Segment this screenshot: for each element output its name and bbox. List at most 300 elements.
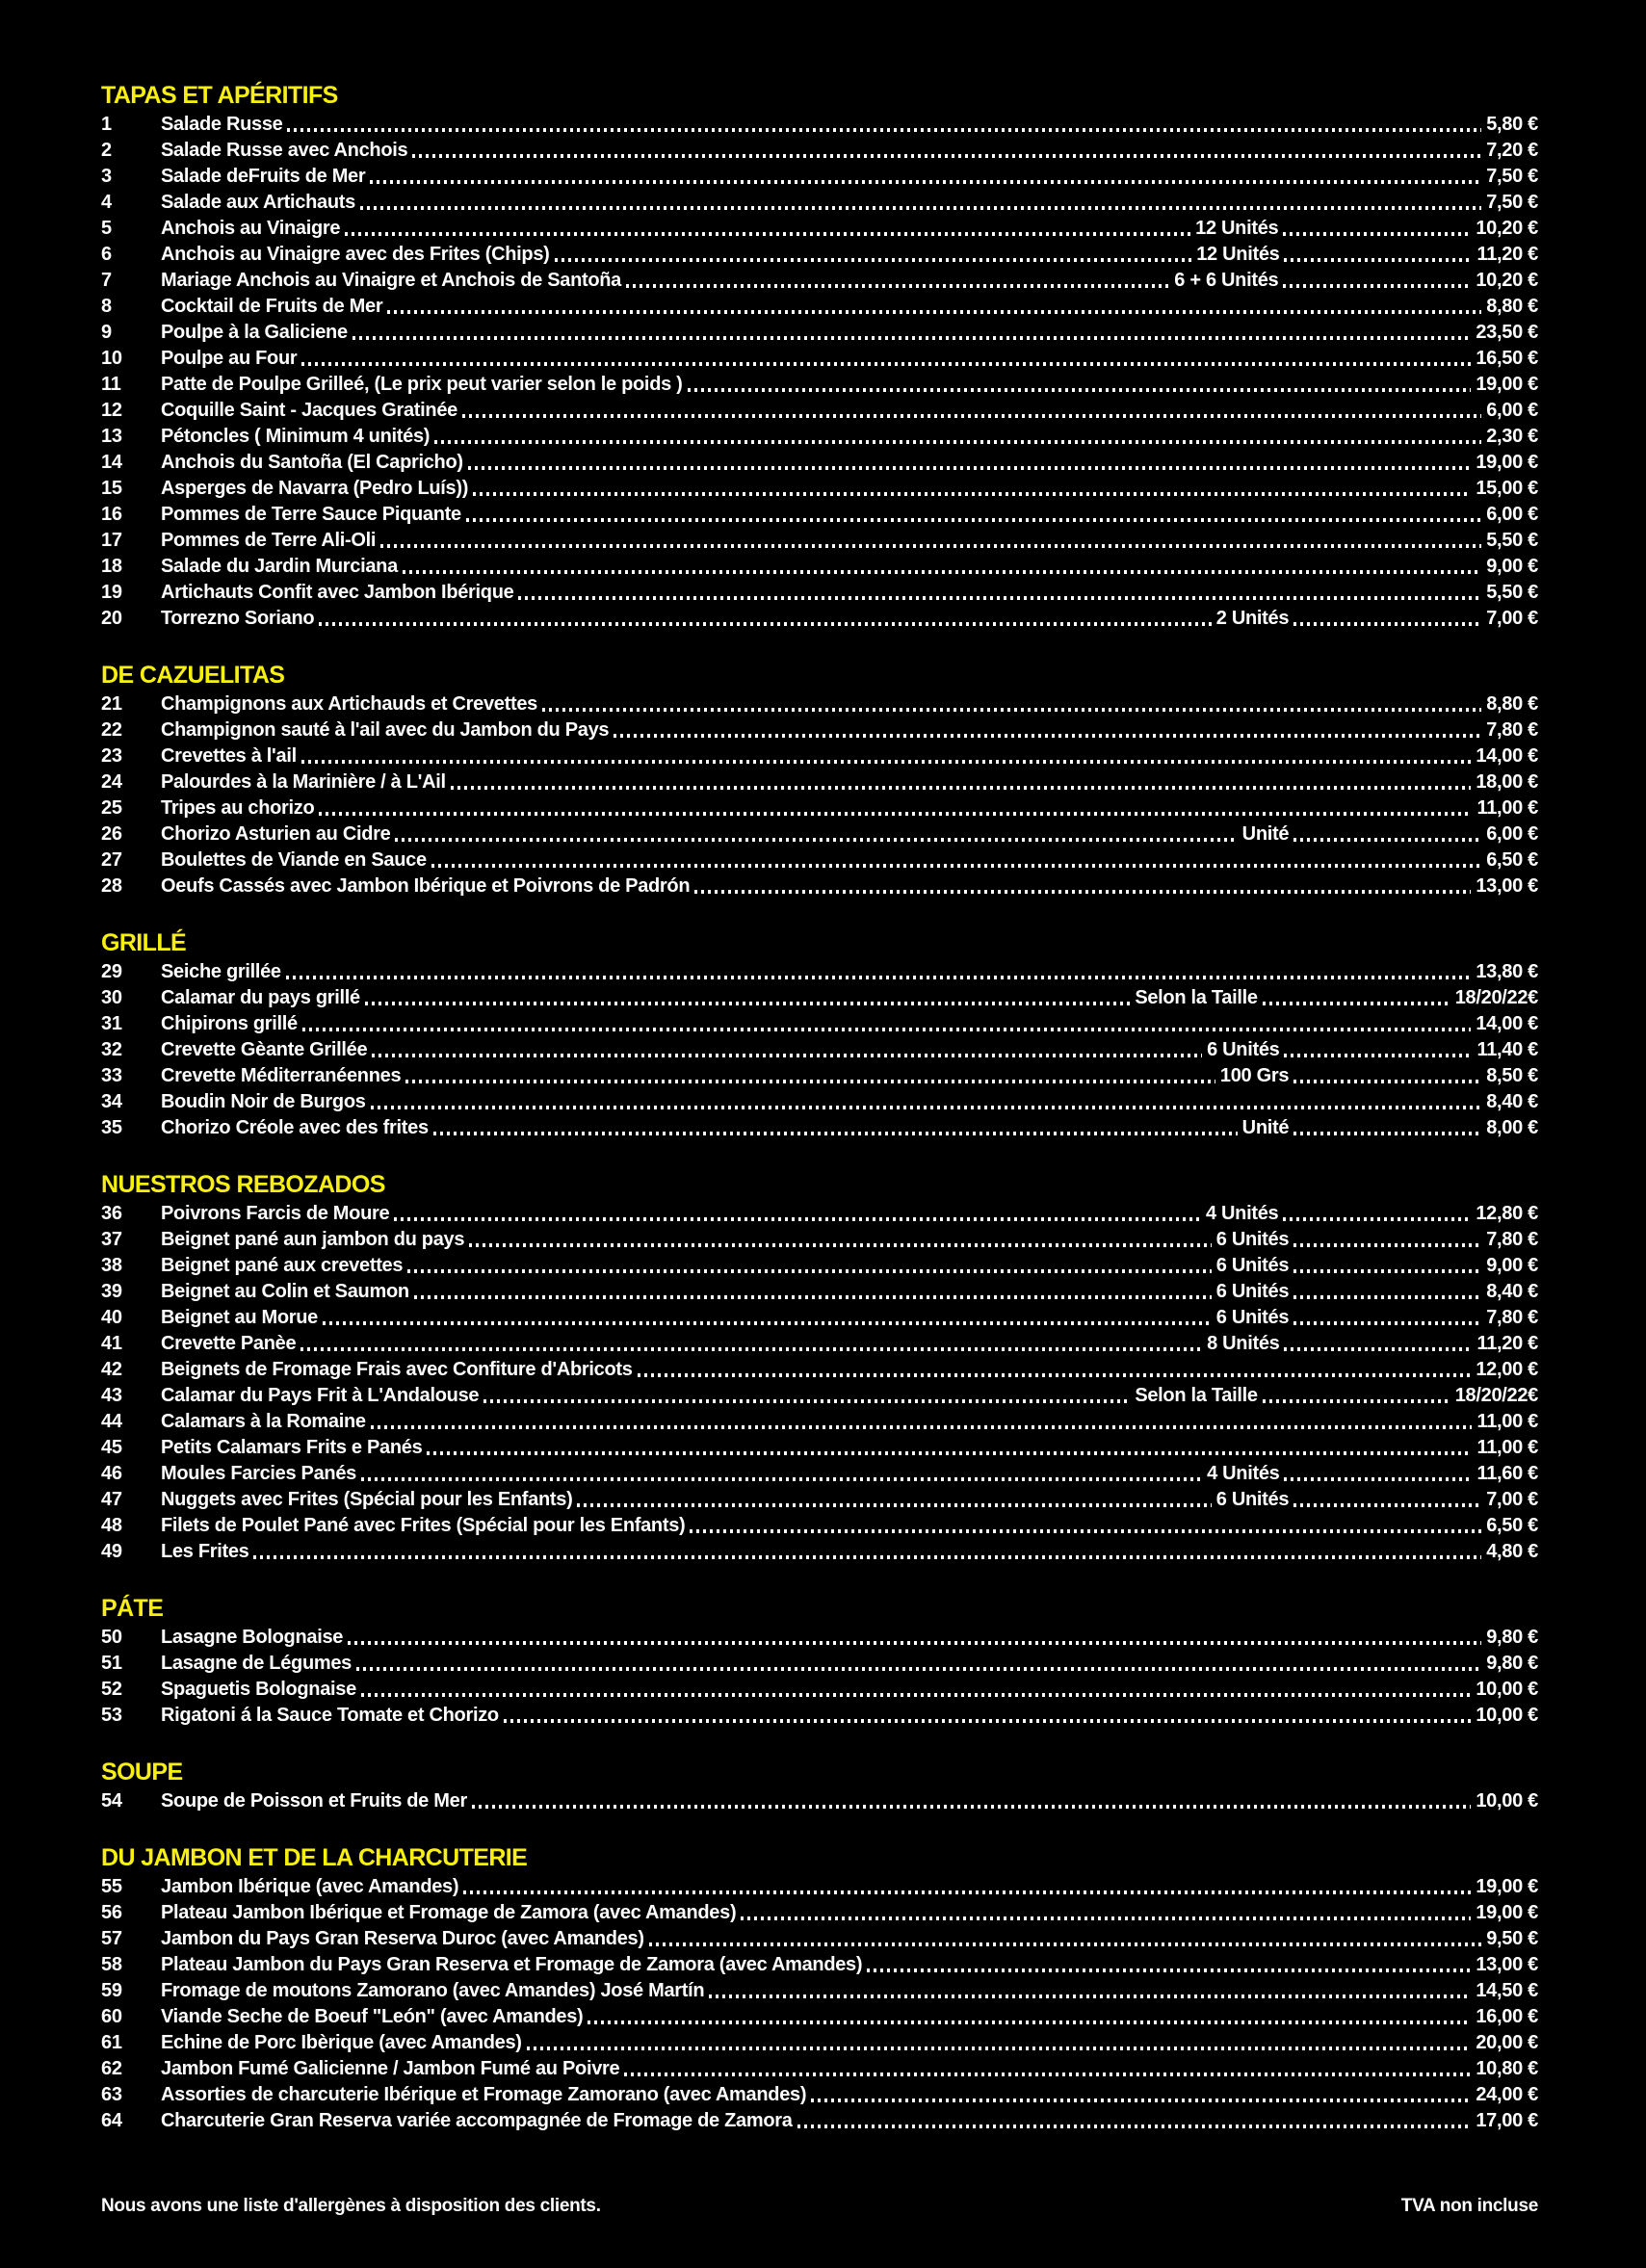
- menu-row: [101, 769, 1538, 795]
- dotted-leader: [518, 596, 1481, 600]
- item-unit: 100 Grs: [1219, 1065, 1290, 1086]
- item-name: Crevette Gèante Grillée: [161, 1039, 368, 1060]
- item-price: 5,80 €: [1486, 114, 1538, 135]
- item-name: Crevette Panèe: [161, 1333, 297, 1354]
- item-price: 16,50 €: [1476, 348, 1538, 369]
- dotted-leader: [741, 1916, 1471, 1920]
- item-number: 24: [101, 771, 122, 793]
- dotted-leader: [638, 1373, 1472, 1377]
- item-name: Poulpe à la Galiciene: [161, 322, 348, 343]
- item-name: Filets de Poulet Pané avec Frites (Spécial pour les Enfants): [161, 1515, 686, 1536]
- item-price: 23,50 €: [1476, 322, 1538, 343]
- menu-row: [101, 1788, 1538, 1814]
- item-unit: 6 + 6 Unités: [1174, 270, 1279, 291]
- item-price: 6,00 €: [1486, 504, 1538, 525]
- dotted-leader: [690, 1529, 1481, 1533]
- menu-sections: [101, 83, 1538, 2134]
- item-name: Tripes au chorizo: [161, 797, 315, 819]
- item-name: Torrezno Soriano: [161, 608, 315, 629]
- item-name: Poivrons Farcis de Moure: [161, 1203, 390, 1224]
- menu-row: [101, 138, 1538, 164]
- item-name: Les Frites: [161, 1541, 249, 1562]
- item-price: 10,00 €: [1476, 1790, 1538, 1812]
- item-name: Beignet pané aun jambon du pays: [161, 1229, 465, 1250]
- dotted-leader: [319, 622, 1211, 626]
- dotted-leader: [434, 440, 1481, 444]
- dotted-leader: [709, 1994, 1471, 1998]
- dotted-leader: [302, 1028, 1471, 1031]
- item-number: 50: [101, 1627, 122, 1648]
- section-title: TAPAS ET APÉRITIFS: [101, 82, 338, 109]
- item-number: 15: [101, 478, 122, 499]
- item-number: 44: [101, 1411, 122, 1432]
- item-price: 8,40 €: [1486, 1091, 1538, 1112]
- item-price: 14,00 €: [1476, 745, 1538, 767]
- item-price: 9,80 €: [1486, 1627, 1538, 1648]
- menu-row: [101, 268, 1538, 294]
- item-price: 14,00 €: [1476, 1013, 1538, 1034]
- item-name: Oeufs Cassés avec Jambon Ibérique et Poivrons de Padrón: [161, 875, 691, 897]
- menu-section: [101, 1596, 1538, 1729]
- item-price: 24,00 €: [1476, 2084, 1538, 2105]
- dotted-leader: [811, 2099, 1471, 2102]
- item-price: 19,00 €: [1476, 452, 1538, 473]
- menu-row: [101, 1331, 1538, 1357]
- dotted-leader: [323, 1321, 1212, 1325]
- menu-section: [101, 1760, 1538, 1814]
- dotted-leader: [626, 284, 1169, 288]
- item-number: 4: [101, 192, 112, 213]
- item-name: Calamar du Pays Frit à L'Andalouse: [161, 1385, 480, 1406]
- menu-row: [101, 1409, 1538, 1435]
- dotted-leader: [372, 1054, 1202, 1057]
- dotted-leader: [405, 1080, 1215, 1083]
- item-price: 6,50 €: [1486, 1515, 1538, 1536]
- item-price: 10,80 €: [1476, 2058, 1538, 2079]
- item-name: Lasagne de Légumes: [161, 1653, 352, 1674]
- dotted-leader: [361, 1477, 1202, 1481]
- item-price: 16,00 €: [1476, 2006, 1538, 2027]
- item-number: 32: [101, 1039, 122, 1060]
- item-price: 8,40 €: [1486, 1281, 1538, 1302]
- item-unit: Unité: [1241, 823, 1290, 845]
- item-number: 52: [101, 1679, 122, 1700]
- item-name: Nuggets avec Frites (Spécial pour les Enfants): [161, 1489, 573, 1510]
- dotted-leader: [1284, 258, 1472, 262]
- item-price: 11,20 €: [1476, 244, 1538, 265]
- item-number: 21: [101, 693, 122, 715]
- item-number: 1: [101, 114, 112, 135]
- item-number: 54: [101, 1790, 122, 1812]
- section-title: SOUPE: [101, 1759, 183, 1786]
- dotted-leader: [414, 1295, 1212, 1299]
- dotted-leader: [353, 336, 1472, 340]
- item-unit: 12 Unités: [1196, 244, 1280, 265]
- menu-row: [101, 873, 1538, 899]
- item-unit: 4 Unités: [1207, 1463, 1280, 1484]
- item-price: 13,80 €: [1476, 961, 1538, 982]
- item-unit: Unité: [1241, 1117, 1290, 1138]
- item-name: Chorizo Asturien au Cidre: [161, 823, 391, 845]
- item-name: Salade du Jardin Murciana: [161, 556, 398, 577]
- menu-row: [101, 320, 1538, 346]
- menu-row: [101, 2108, 1538, 2134]
- item-name: Pommes de Terre Ali-Oli: [161, 530, 377, 551]
- item-name: Assorties de charcuterie Ibérique et Fromage Zamorano (avec Amandes): [161, 2084, 807, 2105]
- dotted-leader: [356, 1667, 1481, 1671]
- dotted-leader: [403, 570, 1481, 574]
- item-name: Beignet au Morue: [161, 1307, 318, 1328]
- menu-row: [101, 1952, 1538, 1978]
- dotted-leader: [797, 2125, 1472, 2128]
- menu-row: [101, 985, 1538, 1011]
- menu-row: [101, 1383, 1538, 1409]
- item-number: 22: [101, 719, 122, 741]
- item-number: 43: [101, 1385, 122, 1406]
- item-name: Jambon Fumé Galicienne / Jambon Fumé au Poivre: [161, 2058, 620, 2079]
- menu-row: [101, 1305, 1538, 1331]
- item-name: Artichauts Confit avec Jambon Ibérique: [161, 582, 514, 603]
- item-unit: 6 Unités: [1215, 1281, 1290, 1302]
- item-name: Salade Russe: [161, 114, 283, 135]
- item-name: Fromage de moutons Zamorano (avec Amandes) José Martín: [161, 1980, 705, 2001]
- item-price: 19,00 €: [1476, 374, 1538, 395]
- menu-row: [101, 1625, 1538, 1651]
- item-price: 4,80 €: [1486, 1541, 1538, 1562]
- dotted-leader: [649, 1942, 1481, 1946]
- dotted-leader: [319, 812, 1472, 816]
- dotted-leader: [395, 838, 1237, 842]
- dotted-leader: [1293, 1295, 1481, 1299]
- item-name: Coquille Saint - Jacques Gratinée: [161, 400, 457, 421]
- item-name: Viande Seche de Boeuf "León" (avec Amandes): [161, 2006, 584, 2027]
- menu-row: [101, 294, 1538, 320]
- item-price: 7,50 €: [1486, 166, 1538, 187]
- menu-row: [101, 1279, 1538, 1305]
- item-number: 8: [101, 296, 112, 317]
- item-name: Boudin Noir de Burgos: [161, 1091, 366, 1112]
- menu-row: [101, 1201, 1538, 1227]
- menu-row: [101, 717, 1538, 743]
- dotted-leader: [1293, 1321, 1481, 1325]
- dotted-leader: [387, 310, 1481, 314]
- item-number: 60: [101, 2006, 122, 2027]
- item-number: 28: [101, 875, 122, 897]
- item-name: Jambon Ibérique (avec Amandes): [161, 1876, 459, 1897]
- section-title: DU JAMBON ET DE LA CHARCUTERIE: [101, 1844, 528, 1871]
- dotted-leader: [300, 1347, 1202, 1351]
- menu-section: [101, 663, 1538, 899]
- menu-row: [101, 502, 1538, 528]
- item-name: Beignets de Fromage Frais avec Confiture d'Abricots: [161, 1359, 633, 1380]
- item-number: 34: [101, 1091, 122, 1112]
- item-name: Charcuterie Gran Reserva variée accompagnée de Fromage de Zamora: [161, 2110, 793, 2131]
- menu-row: [101, 554, 1538, 580]
- dotted-leader: [1263, 1002, 1450, 1005]
- item-number: 61: [101, 2032, 122, 2053]
- item-price: 13,00 €: [1476, 1954, 1538, 1975]
- item-number: 11: [101, 374, 121, 395]
- menu-row: [101, 112, 1538, 138]
- menu-row: [101, 743, 1538, 769]
- menu-row: [101, 1253, 1538, 1279]
- item-number: 56: [101, 1902, 122, 1923]
- allergen-note: Nous avons une liste d'allergènes à disposition des clients.: [101, 2196, 601, 2216]
- item-price: 12,80 €: [1476, 1203, 1538, 1224]
- menu-row: [101, 398, 1538, 424]
- dotted-leader: [301, 760, 1472, 764]
- item-number: 16: [101, 504, 122, 525]
- menu-row: [101, 1089, 1538, 1115]
- menu-section: [101, 1172, 1538, 1565]
- item-name: Anchois au Vinaigre: [161, 218, 341, 239]
- menu-row: [101, 959, 1538, 985]
- dotted-leader: [360, 206, 1481, 210]
- dotted-leader: [469, 1243, 1212, 1247]
- menu-row: [101, 2004, 1538, 2030]
- item-price: 10,00 €: [1476, 1679, 1538, 1700]
- item-unit: 2 Unités: [1215, 608, 1290, 629]
- dotted-leader: [287, 128, 1481, 132]
- dotted-leader: [624, 2072, 1471, 2076]
- item-price: 18,00 €: [1476, 771, 1538, 793]
- item-price: 9,80 €: [1486, 1653, 1538, 1674]
- menu-row: [101, 346, 1538, 372]
- menu-row: [101, 1227, 1538, 1253]
- dotted-leader: [527, 2046, 1472, 2050]
- item-unit: 6 Unités: [1215, 1255, 1290, 1276]
- item-number: 39: [101, 1281, 122, 1302]
- item-price: 6,00 €: [1486, 400, 1538, 421]
- item-price: 19,00 €: [1476, 1876, 1538, 1897]
- item-number: 26: [101, 823, 122, 845]
- dotted-leader: [694, 890, 1471, 894]
- item-name: Pommes de Terre Sauce Piquante: [161, 504, 461, 525]
- dotted-leader: [286, 976, 1472, 979]
- item-name: Salade deFruits de Mer: [161, 166, 366, 187]
- menu-row: [101, 1357, 1538, 1383]
- dotted-leader: [462, 414, 1481, 418]
- item-name: Seiche grillée: [161, 961, 281, 982]
- dotted-leader: [1293, 1080, 1481, 1083]
- menu-row: [101, 821, 1538, 847]
- menu-page: [101, 83, 1538, 2217]
- dotted-leader: [1293, 838, 1481, 842]
- item-price: 8,80 €: [1486, 693, 1538, 715]
- item-number: 53: [101, 1705, 122, 1726]
- item-number: 18: [101, 556, 122, 577]
- item-price: 11,00 €: [1476, 1411, 1538, 1432]
- menu-row: [101, 1115, 1538, 1141]
- dotted-leader: [427, 1451, 1472, 1455]
- dotted-leader: [371, 1425, 1473, 1429]
- dotted-leader: [1293, 1243, 1481, 1247]
- menu-row: [101, 1461, 1538, 1487]
- item-price: 20,00 €: [1476, 2032, 1538, 2053]
- item-name: Poulpe au Four: [161, 348, 298, 369]
- dotted-leader: [1284, 1477, 1472, 1481]
- dotted-leader: [370, 180, 1481, 184]
- item-number: 37: [101, 1229, 122, 1250]
- menu-row: [101, 190, 1538, 216]
- item-price: 8,50 €: [1486, 1065, 1538, 1086]
- item-name: Beignet au Colin et Saumon: [161, 1281, 409, 1302]
- item-number: 23: [101, 745, 122, 767]
- item-price: 15,00 €: [1476, 478, 1538, 499]
- item-number: 46: [101, 1463, 122, 1484]
- item-unit: 12 Unités: [1195, 218, 1279, 239]
- item-name: Champignons aux Artichauds et Crevettes: [161, 693, 537, 715]
- dotted-leader: [433, 1132, 1238, 1135]
- item-name: Calamars à la Romaine: [161, 1411, 366, 1432]
- item-number: 19: [101, 582, 122, 603]
- item-number: 9: [101, 322, 112, 343]
- item-number: 38: [101, 1255, 122, 1276]
- menu-section: [101, 1845, 1538, 2134]
- item-number: 30: [101, 987, 122, 1008]
- item-name: Rigatoni á la Sauce Tomate et Chorizo: [161, 1705, 499, 1726]
- item-price: 14,50 €: [1476, 1980, 1538, 2001]
- menu-row: [101, 1874, 1538, 1900]
- item-price: 9,50 €: [1486, 1928, 1538, 1949]
- item-price: 10,00 €: [1476, 1705, 1538, 1726]
- menu-row: [101, 2056, 1538, 2082]
- item-number: 29: [101, 961, 122, 982]
- item-number: 33: [101, 1065, 122, 1086]
- menu-row: [101, 424, 1538, 450]
- item-number: 27: [101, 849, 122, 871]
- item-name: Anchois du Santoña (El Capricho): [161, 452, 463, 473]
- item-price: 7,80 €: [1486, 719, 1538, 741]
- item-name: Plateau Jambon du Pays Gran Reserva et Fromage de Zamora (avec Amandes): [161, 1954, 863, 1975]
- dotted-leader: [348, 1641, 1481, 1645]
- item-price: 12,00 €: [1476, 1359, 1538, 1380]
- item-name: Calamar du pays grillé: [161, 987, 360, 1008]
- item-number: 57: [101, 1928, 122, 1949]
- menu-row: [101, 1513, 1538, 1539]
- item-number: 62: [101, 2058, 122, 2079]
- menu-row: [101, 164, 1538, 190]
- item-price: 18/20/22€: [1454, 1385, 1538, 1406]
- item-number: 35: [101, 1117, 122, 1138]
- menu-row: [101, 372, 1538, 398]
- item-price: 9,00 €: [1486, 556, 1538, 577]
- item-name: Lasagne Bolognaise: [161, 1627, 344, 1648]
- menu-row: [101, 2082, 1538, 2108]
- item-name: Echine de Porc Ibèrique (avec Amandes): [161, 2032, 522, 2053]
- item-number: 41: [101, 1333, 122, 1354]
- item-name: Plateau Jambon Ibérique et Fromage de Zamora (avec Amandes): [161, 1902, 737, 1923]
- item-name: Spaguetis Bolognaise: [161, 1679, 356, 1700]
- dotted-leader: [1283, 284, 1471, 288]
- dotted-leader: [588, 2020, 1471, 2024]
- item-name: Crevettes à l'ail: [161, 745, 297, 767]
- tva-note: TVA non incluse: [1400, 2196, 1538, 2216]
- dotted-leader: [1284, 1054, 1472, 1057]
- item-name: Soupe de Poisson et Fruits de Mer: [161, 1790, 467, 1812]
- menu-row: [101, 1487, 1538, 1513]
- menu-row: [101, 216, 1538, 242]
- dotted-leader: [1293, 1269, 1481, 1273]
- item-name: Chorizo Créole avec des frites: [161, 1117, 429, 1138]
- dotted-leader: [253, 1555, 1481, 1559]
- item-number: 13: [101, 426, 122, 447]
- dotted-leader: [542, 708, 1481, 712]
- item-number: 36: [101, 1203, 122, 1224]
- dotted-leader: [1283, 232, 1471, 236]
- item-price: 5,50 €: [1486, 582, 1538, 603]
- dotted-leader: [371, 1106, 1482, 1109]
- menu-row: [101, 1539, 1538, 1565]
- dotted-leader: [361, 1693, 1471, 1697]
- item-number: 51: [101, 1653, 122, 1674]
- item-name: Asperges de Navarra (Pedro Luís)): [161, 478, 469, 499]
- item-price: 13,00 €: [1476, 875, 1538, 897]
- dotted-leader: [431, 864, 1481, 868]
- item-price: 11,00 €: [1476, 1437, 1538, 1458]
- item-price: 7,00 €: [1486, 1489, 1538, 1510]
- dotted-leader: [407, 1269, 1212, 1273]
- dotted-leader: [472, 1805, 1471, 1809]
- item-name: Palourdes à la Marinière / à L'Ail: [161, 771, 446, 793]
- menu-row: [101, 476, 1538, 502]
- menu-section: [101, 83, 1538, 632]
- item-price: 11,60 €: [1476, 1463, 1538, 1484]
- item-unit: Selon la Taille: [1135, 1385, 1258, 1406]
- menu-row: [101, 528, 1538, 554]
- item-number: 7: [101, 270, 112, 291]
- item-price: 10,20 €: [1476, 270, 1538, 291]
- menu-row: [101, 1926, 1538, 1952]
- item-number: 2: [101, 140, 112, 161]
- item-number: 64: [101, 2110, 122, 2131]
- item-price: 17,00 €: [1476, 2110, 1538, 2131]
- dotted-leader: [463, 1890, 1471, 1894]
- item-name: Anchois au Vinaigre avec des Frites (Chips): [161, 244, 550, 265]
- item-name: Chipirons grillé: [161, 1013, 298, 1034]
- item-number: 17: [101, 530, 122, 551]
- item-number: 6: [101, 244, 112, 265]
- item-price: 7,00 €: [1486, 608, 1538, 629]
- item-name: Jambon du Pays Gran Reserva Duroc (avec Amandes): [161, 1928, 644, 1949]
- item-number: 58: [101, 1954, 122, 1975]
- menu-row: [101, 1900, 1538, 1926]
- item-price: 7,80 €: [1486, 1307, 1538, 1328]
- item-price: 11,00 €: [1476, 797, 1538, 819]
- dotted-leader: [614, 734, 1481, 738]
- item-price: 8,80 €: [1486, 296, 1538, 317]
- section-title: NUESTROS REBOZADOS: [101, 1171, 385, 1198]
- item-price: 11,20 €: [1476, 1333, 1538, 1354]
- item-number: 55: [101, 1876, 122, 1897]
- menu-row: [101, 691, 1538, 717]
- menu-row: [101, 1651, 1538, 1677]
- item-name: Moules Farcies Panés: [161, 1463, 356, 1484]
- dotted-leader: [867, 1968, 1471, 1972]
- section-title: GRILLÉ: [101, 929, 187, 956]
- dotted-leader: [412, 154, 1481, 158]
- item-number: 48: [101, 1515, 122, 1536]
- item-number: 59: [101, 1980, 122, 2001]
- menu-row: [101, 1063, 1538, 1089]
- item-price: 10,20 €: [1476, 218, 1538, 239]
- item-unit: 8 Unités: [1207, 1333, 1280, 1354]
- dotted-leader: [504, 1719, 1472, 1723]
- menu-row: [101, 1011, 1538, 1037]
- item-price: 2,30 €: [1486, 426, 1538, 447]
- item-number: 14: [101, 452, 122, 473]
- dotted-leader: [451, 786, 1472, 790]
